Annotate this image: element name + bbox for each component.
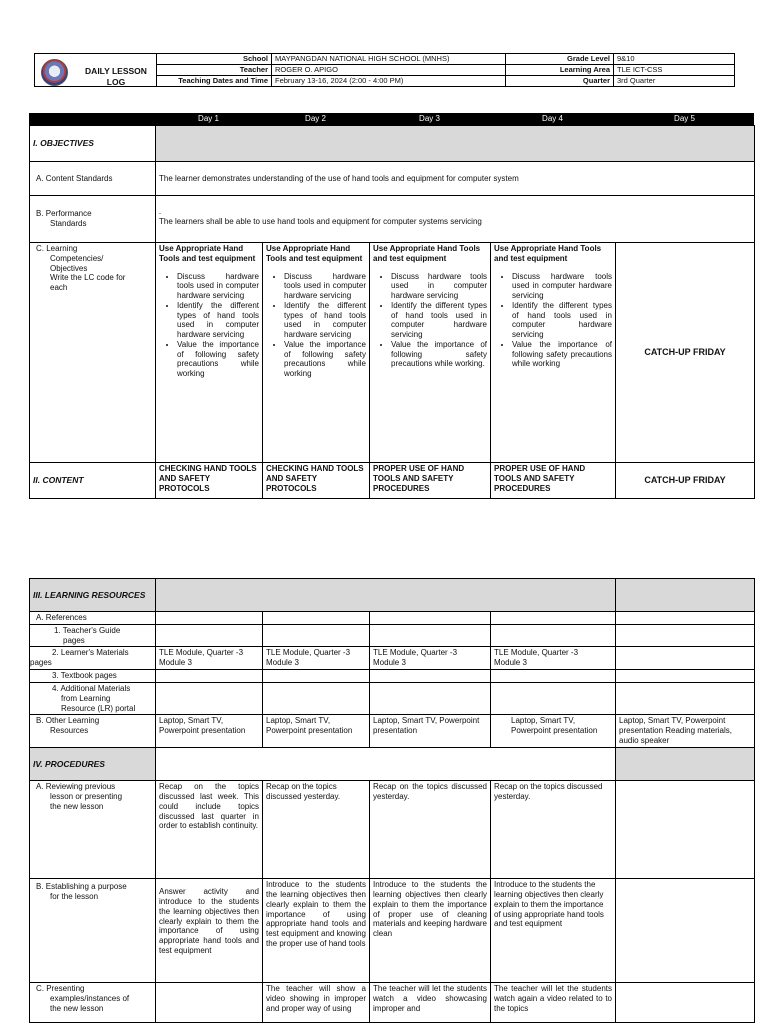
objectives-heading: I. OBJECTIVES bbox=[30, 126, 156, 162]
day-5-header: Day 5 bbox=[674, 114, 695, 123]
competencies-day-4 bbox=[491, 243, 616, 463]
competencies-day-1 bbox=[156, 243, 263, 463]
presenting-day-2: The teacher will show a video showing in improper and proper way of using bbox=[263, 983, 370, 1023]
objectives-table bbox=[29, 125, 755, 499]
content-day-5: CATCH-UP FRIDAY bbox=[616, 463, 755, 499]
header-logo-cell bbox=[35, 54, 157, 87]
list-item: • Discuss hardware tools used in computer hardware servicing bbox=[512, 272, 612, 301]
area-label: Learning Area bbox=[506, 65, 614, 76]
reviewing-day-3: Recap on the topics discussed yesterday. bbox=[370, 781, 491, 879]
other-resources-day-4: Laptop, Smart TV, Powerpoint presentation bbox=[491, 715, 616, 748]
dates-value: February 13-16, 2024 (2:00 - 4:00 PM) bbox=[272, 76, 506, 87]
quarter-value: 3rd Quarter bbox=[614, 76, 735, 87]
list-item: • Discuss hardware tools used in computer hardware servicing bbox=[391, 272, 487, 301]
performance-standards-label: B. Performance Standards bbox=[30, 196, 156, 243]
resources-shaded-cell-day5 bbox=[616, 579, 755, 612]
area-value: TLE ICT-CSS bbox=[614, 65, 735, 76]
reviewing-day-1: Recap on the topics discussed last week. This could include topics discussed last quarter in order to establish continuity. bbox=[156, 781, 263, 879]
learners-materials-label: 2. Learner's Materials pages bbox=[30, 647, 156, 670]
document-title: DAILY LESSON LOG bbox=[85, 66, 147, 87]
competency-title: Use Appropriate Hand Tools and test equipment bbox=[159, 244, 256, 263]
list-item: • Value the importance of following safety precautions while working bbox=[512, 340, 612, 369]
competency-list bbox=[373, 272, 487, 370]
competency-title: Use Appropriate Hand Tools and test equipment bbox=[373, 244, 481, 263]
procedures-heading: IV. PROCEDURES bbox=[30, 748, 156, 781]
competency-list bbox=[266, 272, 366, 379]
content-day-2: CHECKING HAND TOOLS AND SAFETY PROTOCOLS bbox=[263, 463, 370, 499]
procedures-shaded-cell-day5 bbox=[616, 748, 755, 781]
list-item: • Value the importance of following safety precautions while working bbox=[284, 340, 366, 379]
competency-list bbox=[494, 272, 612, 370]
presenting-label: C. Presenting examples/instances of the new lesson bbox=[30, 983, 156, 1023]
day-1-header: Day 1 bbox=[198, 114, 219, 123]
list-item: • Discuss hardware tools used in computer hardware servicing bbox=[284, 272, 366, 301]
learners-materials-day-4: TLE Module, Quarter -3 Module 3 bbox=[491, 647, 616, 670]
competency-title: Use Appropriate Hand Tools and test equipment bbox=[494, 244, 602, 263]
grade-label: Grade Level bbox=[506, 54, 614, 65]
teacher-label: Teacher bbox=[157, 65, 272, 76]
resources-procedures-table bbox=[29, 578, 755, 1023]
school-value: MAYPANGDAN NATIONAL HIGH SCHOOL (MNHS) bbox=[272, 54, 506, 65]
deped-seal-icon bbox=[41, 59, 68, 86]
day-4-header: Day 4 bbox=[542, 114, 563, 123]
competency-list bbox=[159, 272, 259, 379]
references-label: A. References bbox=[30, 612, 156, 625]
header-table bbox=[34, 53, 735, 87]
teacher-value: ROGER O. APIGO bbox=[272, 65, 506, 76]
competencies-label: C. Learning Competencies/ Objectives Write the LC code for each bbox=[30, 243, 156, 463]
other-resources-day-5: Laptop, Smart TV, Powerpoint presentation Reading materials, audio speaker bbox=[616, 715, 755, 748]
content-day-4: PROPER USE OF HAND TOOLS AND SAFETY PROCEDURES bbox=[491, 463, 616, 499]
purpose-day-1: Answer activity and introduce to the students the learning objectives then clearly explain to them the importance of using appropriate hand tools and test equipment bbox=[156, 879, 263, 983]
content-standards-label: A. Content Standards bbox=[30, 162, 156, 196]
list-item: • Value the importance of following safety precautions while working bbox=[177, 340, 259, 379]
competencies-day-2 bbox=[263, 243, 370, 463]
reviewing-day-4: Recap on the topics discussed yesterday. bbox=[491, 781, 616, 879]
purpose-day-3: Introduce to the students the learning objectives then clearly explain to them the importance of proper use of cleaning materials and keeping hardware clean bbox=[370, 879, 491, 983]
purpose-label: B. Establishing a purpose for the lesson bbox=[30, 879, 156, 983]
purpose-day-4: Introduce to the students the learning objectives then clearly explain to them the importance of using appropriate hand tools and test equipment bbox=[491, 879, 616, 983]
list-item: • Discuss hardware tools used in computer hardware servicing bbox=[177, 272, 259, 301]
list-item: • Identify the different types of hand tools used in computer hardware servicing bbox=[177, 301, 259, 340]
list-item: • Identify the different types of hand tools used in computer hardware servicing bbox=[284, 301, 366, 340]
learners-materials-day-1: TLE Module, Quarter -3 Module 3 bbox=[156, 647, 263, 670]
learners-materials-day-3: TLE Module, Quarter -3 Module 3 bbox=[370, 647, 491, 670]
content-day-3: PROPER USE OF HAND TOOLS AND SAFETY PROCEDURES bbox=[370, 463, 491, 499]
list-item: • Identify the different types of hand tools used in computer hardware servicing bbox=[391, 301, 487, 340]
grade-value: 9&10 bbox=[614, 54, 735, 65]
list-item: • Identify the different types of hand tools used in computer hardware servicing bbox=[512, 301, 612, 340]
day-3-header: Day 3 bbox=[419, 114, 440, 123]
learners-materials-day-2: TLE Module, Quarter -3 Module 3 bbox=[263, 647, 370, 670]
presenting-day-4: The teacher will let the students watch again a video related to to the topics bbox=[491, 983, 616, 1023]
other-resources-day-1: Laptop, Smart TV, Powerpoint presentation bbox=[156, 715, 263, 748]
day-2-header: Day 2 bbox=[305, 114, 326, 123]
resources-shaded-cell bbox=[156, 579, 616, 612]
additional-materials-label: 4. Additional Materials from Learning Resource (LR) portal bbox=[30, 683, 156, 715]
performance-standards-text: - The learners shall be able to use hand tools and equipment for computer systems servicing bbox=[156, 196, 755, 243]
reviewing-label: A. Reviewing previous lesson or presenting the new lesson bbox=[30, 781, 156, 879]
other-resources-day-2: Laptop, Smart TV, Powerpoint presentation bbox=[263, 715, 370, 748]
textbook-label: 3. Textbook pages bbox=[30, 670, 156, 683]
competencies-day-3 bbox=[370, 243, 491, 463]
presenting-day-3: The teacher will let the students watch a video showcasing improper and bbox=[370, 983, 491, 1023]
reviewing-day-2: Recap on the topics discussed yesterday. bbox=[263, 781, 370, 879]
objectives-shaded-cell bbox=[156, 126, 755, 162]
learning-resources-heading: III. LEARNING RESOURCES bbox=[30, 579, 156, 612]
dates-label: Teaching Dates and Time bbox=[157, 76, 272, 87]
list-item: • Value the importance of following safety precautions while working. bbox=[391, 340, 487, 369]
teachers-guide-label: 1. Teacher's Guide pages bbox=[30, 624, 156, 647]
content-day-1: CHECKING HAND TOOLS AND SAFETY PROTOCOLS bbox=[156, 463, 263, 499]
purpose-day-2: Introduce to the students the learning objectives then clearly explain to them the importance of using appropriate hand tools and test equipment and knowing the proper use of hand tools bbox=[263, 879, 370, 983]
day-header-bar bbox=[29, 113, 754, 125]
quarter-label: Quarter bbox=[506, 76, 614, 87]
other-resources-label: B. Other Learning Resources bbox=[30, 715, 156, 748]
other-resources-day-3: Laptop, Smart TV, Powerpoint presentation bbox=[370, 715, 491, 748]
competencies-day-5: CATCH-UP FRIDAY bbox=[616, 243, 755, 463]
competency-title: Use Appropriate Hand Tools and test equipment bbox=[266, 244, 363, 263]
school-label: School bbox=[157, 54, 272, 65]
content-standards-text: The learner demonstrates understanding of the use of hand tools and equipment for computer system bbox=[156, 162, 755, 196]
content-heading: II. CONTENT bbox=[30, 463, 156, 499]
